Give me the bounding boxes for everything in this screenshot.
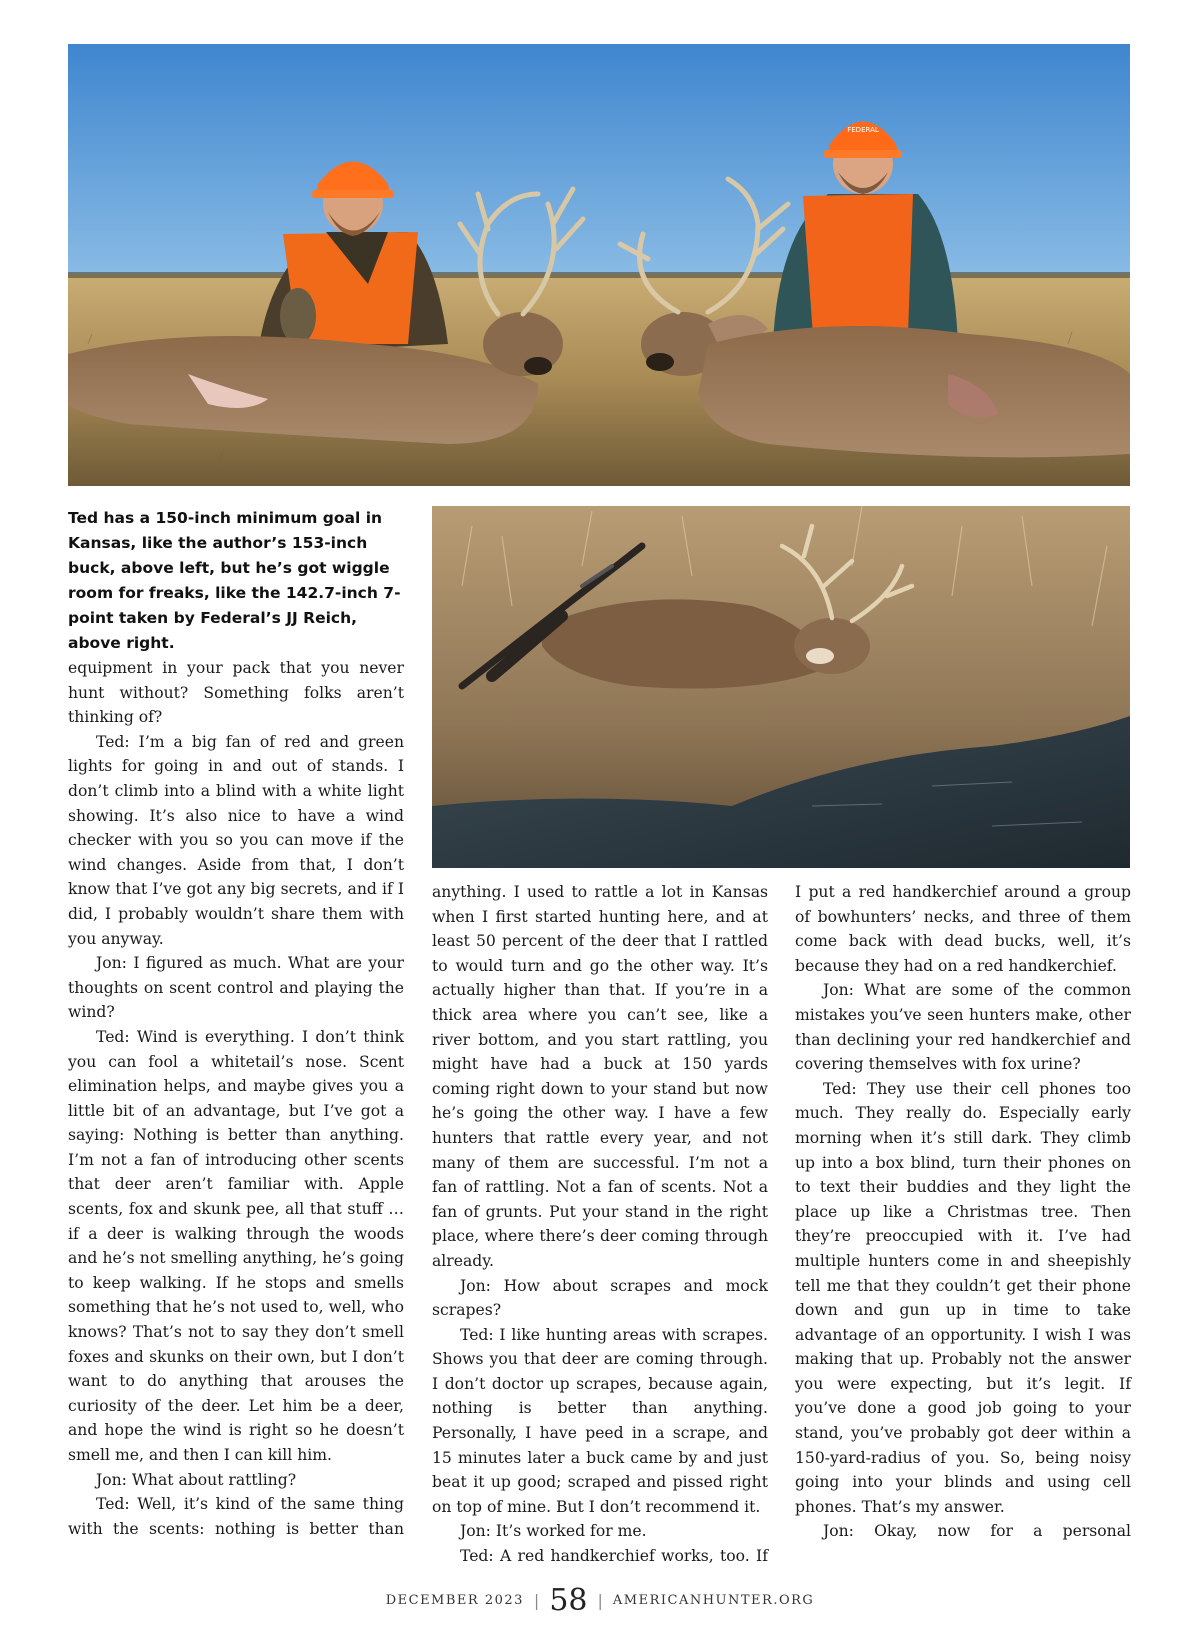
paragraph: I put a red handkerchief around a group of bowhunters’ necks, and three of them come back with dead bucks, well, it’s because they had on a red handkerchief. — [795, 883, 1131, 975]
article-column-right — [795, 880, 1131, 1544]
article-column-left — [68, 656, 404, 1541]
hunters-with-bucks-photo — [68, 44, 1130, 486]
page-number: 58 — [549, 1582, 588, 1618]
photo-illustration — [68, 44, 1130, 486]
paragraph: Jon: What are some of the common mistakes you’ve seen hunters make, other than declining your red handkerchief and covering themselves with fox urine? — [795, 981, 1131, 1074]
hat-logo-text: FEDERAL — [847, 126, 879, 134]
paragraph: Jon: Okay, now for a personal — [823, 1522, 1131, 1541]
paragraph: Ted: They use their cell phones too much. They really do. Especially early morning when it’s still dark. They climb up into a box blind, turn their phones on to text their buddies and they light the place up like a Christmas tree. Then they’re preoccupied with it. I’ve had multiple hunters come in and sheepishly tell me that they couldn’t get their phone down and gun up in time to take advantage of an opportunity. I wish I was making that up. Probably not the answer you were expecting, but it’s legit. If you’ve done a good job going to your stand, you’ve probably got deer within a 150-yard-radius of you. So, being noisy going into your blinds and using cell phones. That’s my answer. — [795, 1079, 1131, 1516]
paragraph: Ted: A red handkerchief works, too. If — [460, 1547, 768, 1566]
paragraph: anything. I used to rattle a lot in Kansas when I first started hunting here, and at least 50 percent of the deer that I rattled to would turn and go the other way. It’s actually higher than that. If you’re in a thick area where you can’t see, like a river bottom, and you start rattling, you might have had a buck at 150 yards coming right down to your stand but now he’s going the other way. I have a few hunters that rattle every year, and not many of them are successful. I’m not a fan of rattling. Not a fan of scents. Not a fan of grunts. Put your stand in the right place, where there’s deer coming through already. — [432, 883, 768, 1270]
paragraph: Ted: I’m a big fan of red and green lights for going in and out of stands. I don’t climb into a blind with a white light showing. It’s also nice to have a wind checker with you so you can move if the wind changes. Aside from that, I don’t know that I’ve got any big secrets, and if I did, I probably wouldn’t share them with you anyway. — [68, 732, 404, 948]
paragraph: Jon: I figured as much. What are your thoughts on scent control and playing the wind? — [68, 954, 404, 1022]
creek-photo-illustration — [432, 506, 1130, 868]
photo-caption: Ted has a 150-inch minimum goal in Kansas, like the author’s 153-inch buck, above left, but he’s got wiggle room for freaks, like the 142.7-inch 7-point taken by Federal’s JJ Reich, above right. — [68, 509, 401, 652]
article-column-middle — [432, 880, 768, 1569]
page-footer — [0, 1582, 1200, 1618]
paragraph: Ted: Wind is everything. I don’t think you can fool a whitetail’s nose. Scent elimination helps, and maybe gives you a little bit of an advantage, but I’ve got a saying: Nothing is better than anything. I’m not a fan of introducing other scents that deer aren’t familiar with. Apple scents, fox and skunk pee, all that stuff … if a deer is walking through the woods and he’s not smelling anything, he’s going to keep walking. If he stops and smells something that he’s not used to, well, who knows? That’s not to say they don’t smell foxes and skunks on their own, but I don’t want to do anything that arouses the curiosity of the deer. Let him be a deer, and hope the wind is right so he doesn’t smell me, and then I can kill him. — [68, 1027, 404, 1464]
paragraph: Jon: It’s worked for me. — [460, 1522, 647, 1541]
paragraph: equipment in your pack that you never hunt without? Something folks aren’t thinking of? — [68, 659, 404, 727]
paragraph: Ted: I like hunting areas with scrapes. Shows you that deer are coming through. I don’t doctor up scrapes, because again, nothing is better than anything. Personally, I have peed in a scrape, and 15 minutes later a buck came by and just beat it up good; scraped and pissed right on top of mine. But I don’t recommend it. — [432, 1325, 768, 1516]
website-link[interactable]: AMERICANHUNTER.ORG — [612, 1592, 815, 1608]
issue-date: DECEMBER 2023 — [385, 1592, 524, 1608]
footer-divider: | — [533, 1590, 540, 1610]
paragraph: Ted: Well, it’s kind of the same thing with the scents: nothing is better than — [68, 1495, 404, 1538]
paragraph: Jon: What about rattling? — [96, 1470, 297, 1489]
paragraph: Jon: How about scrapes and mock scrapes? — [432, 1276, 768, 1320]
buck-by-creek-photo — [432, 506, 1130, 868]
footer-divider: | — [597, 1590, 603, 1610]
